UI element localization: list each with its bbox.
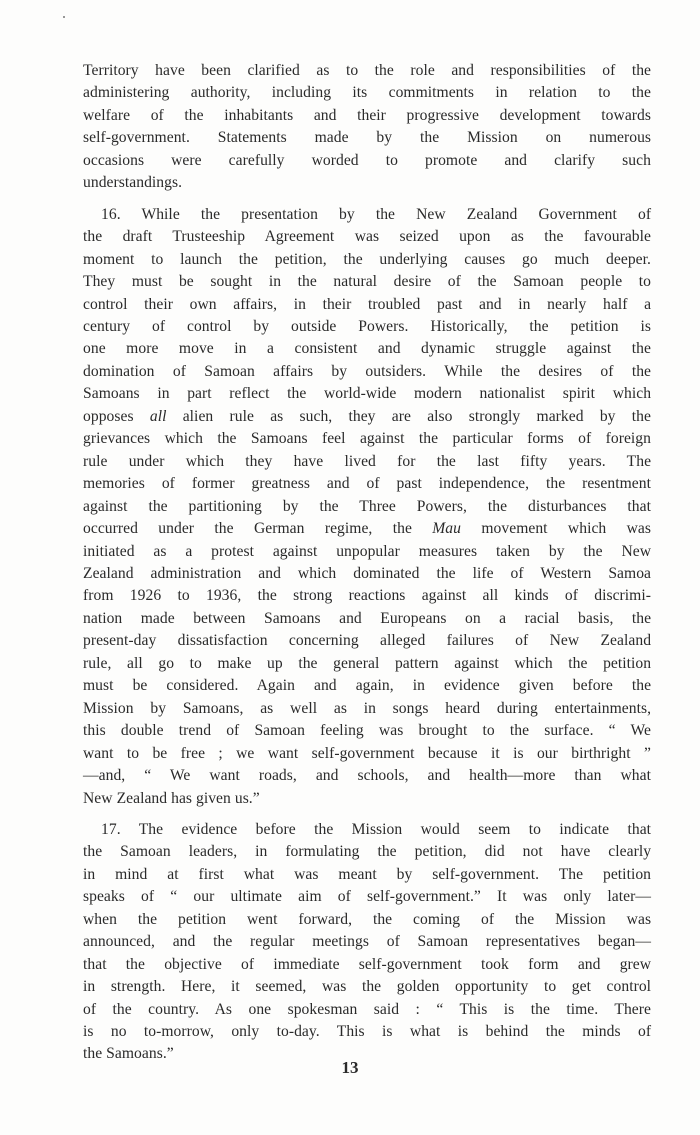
text-line: 16. While the presentation by the New Zealand Government of (101, 205, 652, 223)
text-line: the Samoans.” (83, 1045, 174, 1063)
text-line: self-government. Statements made by the Mission on numerous (83, 129, 652, 147)
text-line: nation made between Samoans and Europeans on a racial basis, the (83, 609, 652, 627)
text-line: moment to launch the petition, the underlying causes go much deeper. (83, 250, 651, 268)
text-line: want to be free ; we want self-government because it is our birthright ” (83, 744, 651, 762)
text-line: the draft Trusteeship Agreement was seized upon as the favourable (83, 228, 652, 246)
paragraph (83, 819, 651, 1066)
page-number: 13 (341, 1058, 359, 1077)
body-text (83, 60, 651, 1075)
text-line: in mind at first what was meant by self-government. The petition (83, 865, 652, 883)
text-line: must be considered. Again and again, in evidence given before the (83, 677, 652, 695)
page-speck (63, 16, 65, 18)
text-line: occurred under the German regime, the Mau movement which was (83, 520, 652, 538)
text-line: when the petition went forward, the coming of the Mission was (83, 910, 652, 928)
text-line: understandings. (83, 174, 183, 192)
text-line: Territory have been clarified as to the role and responsibilities of the (83, 62, 652, 79)
text-line: present-day dissatisfaction concerning alleged failures of New Zealand (83, 632, 652, 650)
text-line: occasions were carefully worded to promote and clarify such (83, 151, 651, 169)
text-line: —and, “ We want roads, and schools, and health—more than what (83, 767, 651, 785)
text-line: against the partitioning by the Three Powers, the disturbances that (83, 497, 652, 515)
text-line: Mission by Samoans, as well as in songs heard during entertainments, (83, 699, 652, 717)
text-line: control their own affairs, in their troubled past and in nearly half a (83, 295, 652, 313)
text-line: administering authority, including its commitments in relation to the (83, 84, 651, 102)
text-line: that the objective of immediate self-government took form and grew (83, 955, 652, 973)
text-line: grievances which the Samoans feel against the particular forms of foreign (83, 430, 651, 448)
text-line: Zealand administration and which dominated the life of Western Samoa (83, 564, 652, 582)
text-line: rule under which they have lived for the last fifty years. The (83, 452, 652, 470)
text-line: initiated as a protest against unpopular measures taken by the New (83, 542, 652, 560)
text-line: 17. The evidence before the Mission would seem to indicate that (101, 820, 652, 838)
text-line: domination of Samoan affairs by outsiders. While the desires of the (83, 362, 652, 380)
text-line: of the country. As one spokesman said : “ This is the time. There (83, 1000, 651, 1018)
text-line: welfare of the inhabitants and their progressive development towards (83, 106, 652, 124)
text-line: speaks of “ our ultimate aim of self-government.” It was only later— (83, 888, 652, 906)
text-line: in strength. Here, it seemed, was the golden opportunity to get control (83, 978, 652, 996)
text-line: this double trend of Samoan feeling was brought to the surface. “ We (83, 722, 652, 740)
text-line: New Zealand has given us.” (83, 789, 260, 807)
text-line: memories of former greatness and of past independence, the resentment (83, 475, 652, 493)
text-line: They must be sought in the natural desire of the Samoan people to (83, 273, 652, 291)
paragraph (83, 60, 651, 195)
text-line: opposes all alien rule as such, they are also strongly marked by the (83, 407, 651, 425)
text-line: from 1926 to 1936, the strong reactions against all kinds of discrimi- (83, 587, 651, 605)
text-line: is no to-morrow, only to-day. This is what is behind the minds of (83, 1023, 652, 1041)
text-line: century of control by outside Powers. Historically, the petition is (83, 317, 651, 335)
text-line: one more move in a consistent and dynamic struggle against the (83, 340, 651, 358)
text-line: the Samoan leaders, in formulating the petition, did not have clearly (83, 843, 652, 861)
text-line: Samoans in part reflect the world-wide modern nationalist spirit which (83, 385, 652, 403)
paragraph (83, 204, 651, 810)
text-line: rule, all go to make up the general pattern against which the petition (83, 654, 652, 672)
text-line: announced, and the regular meetings of Samoan representatives began— (83, 933, 651, 951)
